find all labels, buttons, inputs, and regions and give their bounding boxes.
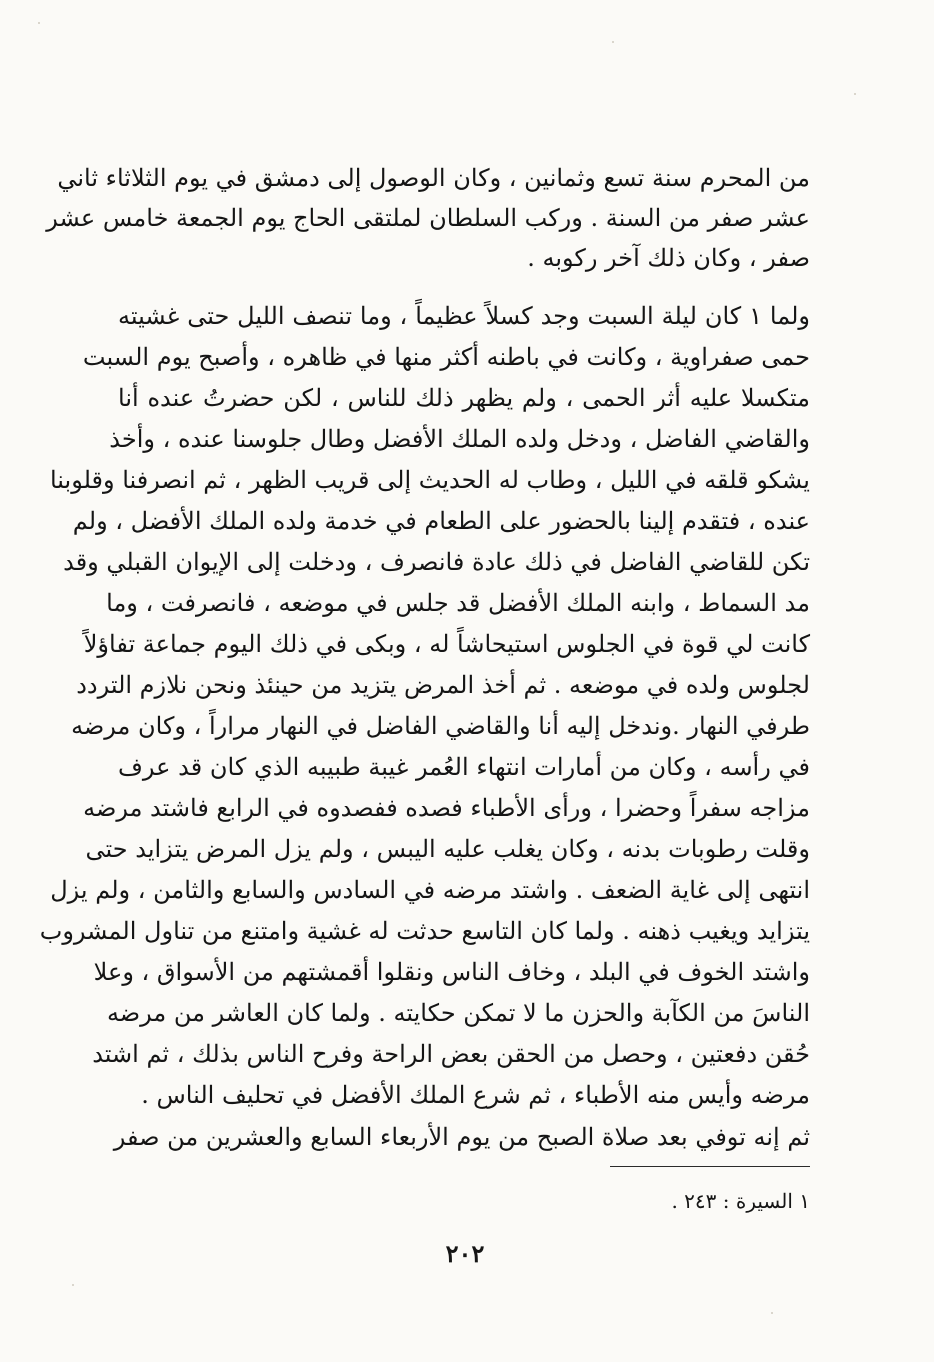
scan-speckle [612, 41, 614, 43]
text-line: مد السماط ، وابنه الملك الأفضل قد جلس في موضعه ، فانصرفت ، وما [106, 589, 810, 617]
text-line: يشكو قلقه في الليل ، وطاب له الحديث إلى قريب الظهر ، ثم انصرفنا وقلوبنا [49, 466, 810, 494]
text-line: الناسَ من الكآبة والحزن ما لا تمكن حكايته . ولما كان العاشر من مرضه [106, 999, 810, 1027]
page-number: ٢٠٢ [445, 1239, 485, 1268]
text-line: في رأسه ، وكان من أمارات انتهاء العُمر غيبة طبيبه الذي كان قد عرف [118, 753, 810, 781]
text-line: والقاضي الفاضل ، ودخل ولده الملك الأفضل وطال جلوسنا عنده ، وأخذ [109, 425, 810, 453]
footnote: ١ السيرة : ٢٤٣ . [671, 1189, 810, 1213]
footnote-separator [610, 1166, 810, 1167]
text-line: مزاجه سفراً وحضرا ، ورأى الأطباء فصده ففصدوه في الرابع فاشتد مرضه [83, 794, 810, 822]
text-line: من المحرم سنة تسع وثمانين ، وكان الوصول إلى دمشق في يوم الثلاثاء ثاني [57, 164, 810, 192]
text-line: حمى صفراوية ، وكانت في باطنه أكثر منها في ظاهره ، وأصبح يوم السبت [82, 343, 810, 371]
scan-speckle [854, 93, 856, 95]
text-line: وقلت رطوبات بدنه ، وكان يغلب عليه اليبس ، ولم يزل المرض يتزايد حتى [85, 835, 810, 863]
text-line: متكسلا عليه أثر الحمى ، ولم يظهر ذلك للناس ، لكن حضرتُ عنده أنا [118, 384, 810, 412]
text-line: عنده ، فتقدم إلينا بالحضور على الطعام في خدمة ولده الملك الأفضل ، ولم [72, 507, 810, 535]
text-line: طرفي النهار .وندخل إليه أنا والقاضي الفاضل في النهار مراراً ، وكان مرضه [71, 712, 810, 740]
scan-speckle [38, 22, 40, 24]
text-line: تكن للقاضي الفاضل في ذلك عادة فانصرف ، ودخلت إلى الإيوان القبلي وقد [63, 548, 810, 576]
text-line: يتزايد ويغيب ذهنه . ولما كان التاسع حدثت له غشية وامتنع من تناول المشروب [39, 917, 810, 945]
text-line: مرضه وأيس منه الأطباء ، ثم شرع الملك الأفضل في تحليف الناس . [141, 1081, 810, 1109]
text-line: واشتد الخوف في البلد ، وخاف الناس ونقلوا أقمشتهم من الأسواق ، وعلا [93, 958, 810, 986]
scan-speckle [771, 1312, 773, 1314]
text-line: لجلوس ولده في موضعه . ثم أخذ المرض يتزيد من حينئذ ونحن نلازم التردد [76, 671, 810, 699]
text-line: كانت لي قوة في الجلوس استيحاشاً له ، وبكى في ذلك اليوم جماعة تفاؤلاً [83, 630, 810, 658]
scan-speckle [72, 1284, 74, 1286]
text-line: عشر صفر من السنة . وركب السلطان لملتقى الحاج يوم الجمعة خامس عشر [46, 204, 810, 232]
text-line: انتهى إلى غاية الضعف . واشتد مرضه في السادس والسابع والثامن ، ولم يزل [50, 876, 810, 904]
text-line: حُقن دفعتين ، وحصل من الحقن بعض الراحة وفرح الناس بذلك ، ثم اشتد [92, 1040, 810, 1068]
text-line: صفر ، وكان ذلك آخر ركوبه . [527, 244, 810, 272]
text-line: ولما ١ كان ليلة السبت وجد كسلاً عظيماً ، وما تنصف الليل حتى غشيته [118, 302, 811, 330]
text-line: ثم إنه توفي بعد صلاة الصبح من يوم الأربعاء السابع والعشرين من صفر [113, 1123, 810, 1151]
